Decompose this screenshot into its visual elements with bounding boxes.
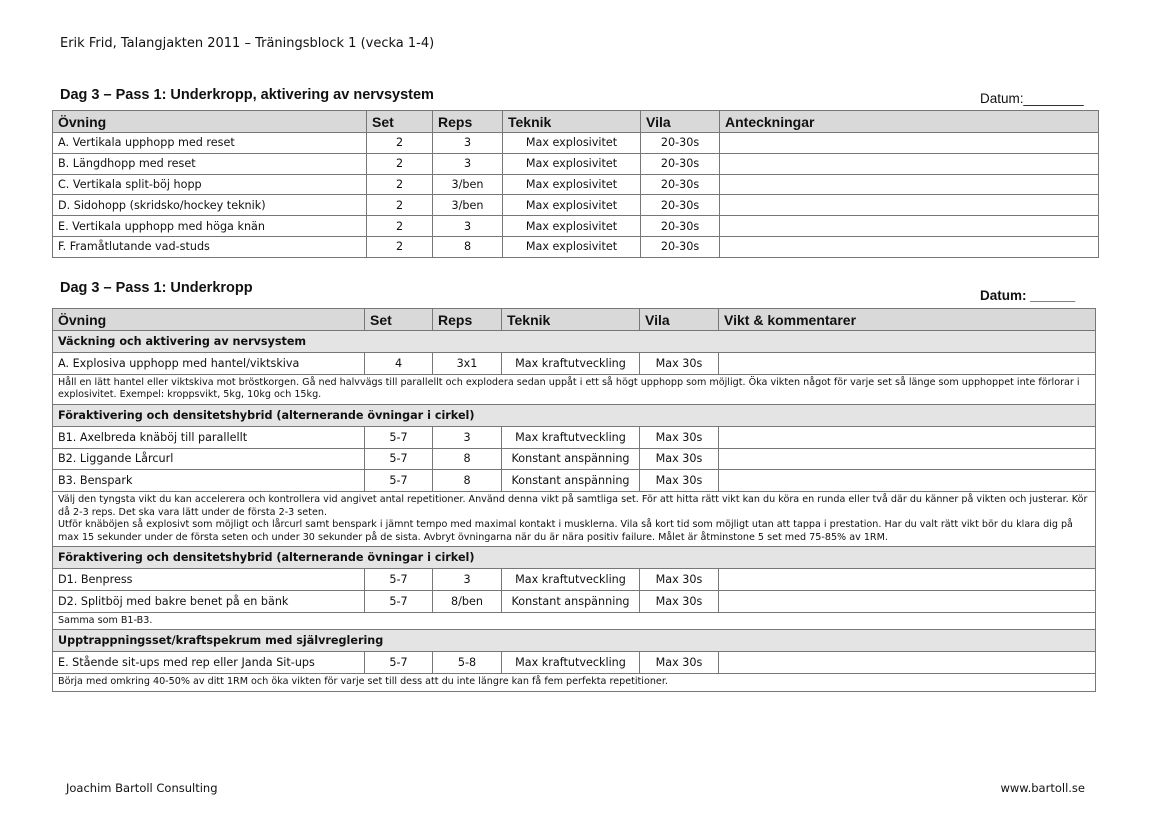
- notes-cell[interactable]: [720, 195, 1099, 216]
- rest-cell: Max 30s: [640, 569, 719, 591]
- note-text: Utför knäböjen så explosivt som möjligt och lårcurl samt benspark i jämnt tempo med maximal kontakt i musklerna. Vila så kort tid som möjligt utan att tappa i prestation. Har du valt rätt vikt bör du klara dig på max 15 sekunder under de första seten och under 30 sekunder på de sista. Avbryt övningarna när du är nära positiv failure. Målet är åtminstone 5 set med 75-85% av 1RM.: [58, 519, 1073, 543]
- reps-cell: 3/ben: [433, 195, 503, 216]
- technique-cell: Max explosivitet: [503, 216, 641, 237]
- reps-cell: 8: [433, 470, 502, 492]
- rest-cell: Max 30s: [640, 353, 719, 375]
- column-header: Vila: [641, 111, 720, 133]
- reps-cell: 8/ben: [433, 590, 502, 612]
- rest-cell: 20-30s: [641, 216, 720, 237]
- technique-cell: Max explosivitet: [503, 195, 641, 216]
- weight-comment-cell[interactable]: [719, 470, 1096, 492]
- technique-cell: Max explosivitet: [503, 236, 641, 257]
- column-header: Anteckningar: [720, 111, 1099, 133]
- column-header: Vikt & kommentarer: [719, 309, 1096, 331]
- rest-cell: 20-30s: [641, 133, 720, 154]
- column-header: Vila: [640, 309, 719, 331]
- set-cell: 2: [367, 174, 433, 195]
- set-cell: 2: [367, 236, 433, 257]
- group-heading: Föraktivering och densitetshybrid (alternerande övningar i cirkel): [53, 404, 1096, 426]
- reps-cell: 3/ben: [433, 174, 503, 195]
- set-cell: 5-7: [365, 470, 433, 492]
- weight-comment-cell[interactable]: [719, 353, 1096, 375]
- exercise-cell: A. Vertikala upphopp med reset: [53, 133, 367, 154]
- set-cell: 5-7: [365, 652, 433, 674]
- set-cell: 2: [367, 216, 433, 237]
- rest-cell: 20-30s: [641, 195, 720, 216]
- table-row: [53, 153, 1099, 174]
- table-row: [53, 590, 1096, 612]
- note-text: Börja med omkring 40-50% av ditt 1RM och öka vikten för varje set till dess att du inte längre kan få fem perfekta repetitioner.: [53, 674, 1096, 692]
- table-row: [53, 195, 1099, 216]
- weight-comment-cell[interactable]: [719, 426, 1096, 448]
- technique-cell: Max kraftutveckling: [502, 652, 640, 674]
- table-row: [53, 448, 1096, 470]
- group-heading-row: [53, 331, 1096, 353]
- group-heading-row: [53, 630, 1096, 652]
- table-row: [53, 353, 1096, 375]
- section2-datum: Datum: ______: [980, 288, 1076, 303]
- table-row: [53, 236, 1099, 257]
- set-cell: 5-7: [365, 448, 433, 470]
- reps-cell: 3: [433, 216, 503, 237]
- note-row: [53, 374, 1096, 404]
- technique-cell: Konstant anspänning: [502, 470, 640, 492]
- note-text: Samma som B1-B3.: [53, 612, 1096, 630]
- reps-cell: 8: [433, 236, 503, 257]
- technique-cell: Max kraftutveckling: [502, 569, 640, 591]
- note-row: [53, 612, 1096, 630]
- exercise-cell: D1. Benpress: [53, 569, 365, 591]
- technique-cell: Konstant anspänning: [502, 448, 640, 470]
- reps-cell: 3: [433, 426, 502, 448]
- footer-website[interactable]: www.bartoll.se: [1000, 781, 1085, 795]
- column-header: Reps: [433, 309, 502, 331]
- section2-table: [52, 308, 1096, 692]
- exercise-cell: B1. Axelbreda knäböj till parallellt: [53, 426, 365, 448]
- reps-cell: 3: [433, 133, 503, 154]
- note-text: Välj den tyngsta vikt du kan accelerera och kontrollera vid angivet antal repetitioner. Använd denna vikt på samtliga set. För att hitta rätt vikt kan du köra en runda eller två där du känner på vikten och justerar. Kör då 2-3 reps. Det ska vara lätt under de första 2-3 seten.: [58, 494, 1088, 518]
- rest-cell: Max 30s: [640, 652, 719, 674]
- section1-title: Dag 3 – Pass 1: Underkropp, aktivering av nervsystem: [60, 87, 434, 103]
- exercise-cell: B. Längdhopp med reset: [53, 153, 367, 174]
- rest-cell: Max 30s: [640, 448, 719, 470]
- table-row: [53, 569, 1096, 591]
- notes-cell[interactable]: [720, 153, 1099, 174]
- notes-cell[interactable]: [720, 174, 1099, 195]
- section1-header-row: [53, 111, 1099, 133]
- technique-cell: Konstant anspänning: [502, 590, 640, 612]
- exercise-cell: D. Sidohopp (skridsko/hockey teknik): [53, 195, 367, 216]
- group-heading: Väckning och aktivering av nervsystem: [53, 331, 1096, 353]
- set-cell: 2: [367, 153, 433, 174]
- table-row: [53, 652, 1096, 674]
- set-cell: 5-7: [365, 569, 433, 591]
- technique-cell: Max kraftutveckling: [502, 426, 640, 448]
- section2-title: Dag 3 – Pass 1: Underkropp: [60, 280, 253, 296]
- footer-company: Joachim Bartoll Consulting: [66, 781, 218, 795]
- column-header: Övning: [53, 111, 367, 133]
- set-cell: 2: [367, 195, 433, 216]
- technique-cell: Max kraftutveckling: [502, 353, 640, 375]
- weight-comment-cell[interactable]: [719, 569, 1096, 591]
- weight-comment-cell[interactable]: [719, 590, 1096, 612]
- technique-cell: Max explosivitet: [503, 153, 641, 174]
- exercise-cell: F. Framåtlutande vad-studs: [53, 236, 367, 257]
- exercise-cell: A. Explosiva upphopp med hantel/viktskiva: [53, 353, 365, 375]
- rest-cell: Max 30s: [640, 426, 719, 448]
- section1-datum: Datum:________: [980, 91, 1084, 106]
- set-cell: 2: [367, 133, 433, 154]
- weight-comment-cell[interactable]: [719, 448, 1096, 470]
- table-row: [53, 133, 1099, 154]
- exercise-cell: E. Vertikala upphopp med höga knän: [53, 216, 367, 237]
- rest-cell: 20-30s: [641, 153, 720, 174]
- table-row: [53, 216, 1099, 237]
- technique-cell: Max explosivitet: [503, 174, 641, 195]
- section1-table: [52, 110, 1099, 258]
- exercise-cell: E. Stående sit-ups med rep eller Janda Sit-ups: [53, 652, 365, 674]
- column-header: Teknik: [503, 111, 641, 133]
- exercise-cell: D2. Splitböj med bakre benet på en bänk: [53, 590, 365, 612]
- technique-cell: Max explosivitet: [503, 133, 641, 154]
- group-heading-row: [53, 547, 1096, 569]
- rest-cell: Max 30s: [640, 470, 719, 492]
- notes-cell[interactable]: [720, 236, 1099, 257]
- notes-cell[interactable]: [720, 133, 1099, 154]
- note-text: Håll en lätt hantel eller viktskiva mot bröstkorgen. Gå ned halvvägs till parallellt och explodera sedan uppåt i ett så högt upphopp som möjligt. Öka vikten något för varje set så länge som upphoppet inte förlorar i explosivitet. Exempel: kroppsvikt, 5kg, 10kg och 15kg.: [53, 374, 1096, 404]
- table-row: [53, 470, 1096, 492]
- section2-header-row: [53, 309, 1096, 331]
- column-header: Set: [365, 309, 433, 331]
- rest-cell: 20-30s: [641, 236, 720, 257]
- reps-cell: 3: [433, 569, 502, 591]
- document-header: Erik Frid, Talangjakten 2011 – Träningsblock 1 (vecka 1-4): [60, 36, 435, 51]
- reps-cell: 3x1: [433, 353, 502, 375]
- table-row: [53, 174, 1099, 195]
- group-heading: Upptrappningsset/kraftspekrum med självreglering: [53, 630, 1096, 652]
- rest-cell: Max 30s: [640, 590, 719, 612]
- group-heading: Föraktivering och densitetshybrid (alternerande övningar i cirkel): [53, 547, 1096, 569]
- reps-cell: 3: [433, 153, 503, 174]
- column-header: Set: [367, 111, 433, 133]
- note-cell: [53, 492, 1096, 547]
- set-cell: 4: [365, 353, 433, 375]
- column-header: Teknik: [502, 309, 640, 331]
- group-heading-row: [53, 404, 1096, 426]
- reps-cell: 8: [433, 448, 502, 470]
- exercise-cell: B2. Liggande Lårcurl: [53, 448, 365, 470]
- table-row: [53, 426, 1096, 448]
- exercise-cell: C. Vertikala split-böj hopp: [53, 174, 367, 195]
- set-cell: 5-7: [365, 590, 433, 612]
- exercise-cell: B3. Benspark: [53, 470, 365, 492]
- reps-cell: 5-8: [433, 652, 502, 674]
- set-cell: 5-7: [365, 426, 433, 448]
- notes-cell[interactable]: [720, 216, 1099, 237]
- note-row: [53, 674, 1096, 692]
- weight-comment-cell[interactable]: [719, 652, 1096, 674]
- note-row: [53, 492, 1096, 547]
- column-header: Övning: [53, 309, 365, 331]
- rest-cell: 20-30s: [641, 174, 720, 195]
- column-header: Reps: [433, 111, 503, 133]
